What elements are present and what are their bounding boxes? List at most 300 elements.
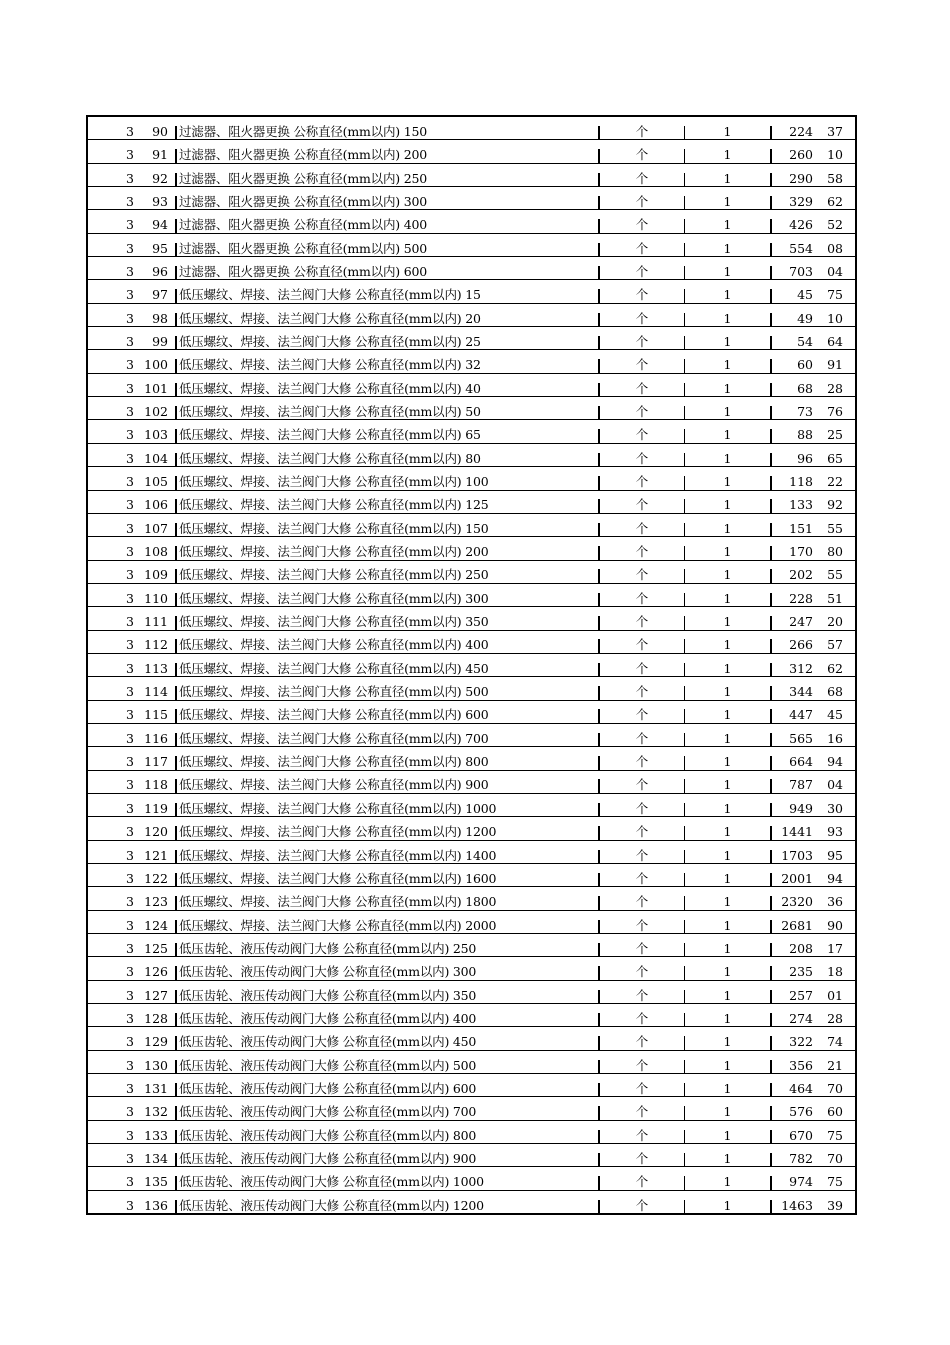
item-number: 93: [152, 193, 168, 209]
price-cell: [770, 537, 856, 560]
unit-cell: [598, 1120, 684, 1143]
quantity: 1: [684, 990, 770, 1004]
item-code-cell: [87, 1167, 175, 1190]
item-code-cell: [87, 513, 175, 536]
unit: 个: [598, 1060, 684, 1074]
item-code-cell: [87, 1120, 175, 1143]
price-decimal: 74: [827, 1034, 843, 1050]
price-decimal: 04: [827, 263, 843, 279]
price-decimal: 55: [827, 567, 843, 583]
quantity-cell: [684, 210, 770, 233]
quantity: 1: [684, 453, 770, 467]
item-code-cell: [87, 887, 175, 910]
price-integer: 88: [797, 427, 813, 443]
price-decimal: 01: [827, 987, 843, 1003]
unit-cell: [598, 864, 684, 887]
item-code-cell: [87, 583, 175, 606]
item-code-cell: [87, 140, 175, 163]
price-integer: 49: [797, 310, 813, 326]
item-name-cell: [175, 350, 598, 373]
chapter-number: 3: [126, 170, 134, 186]
item-name-cell: [175, 280, 598, 303]
item-name: 低压齿轮、液压传动阀门大修 公称直径(mm以内) 400: [175, 1013, 598, 1027]
item-number: 96: [152, 263, 168, 279]
item-name: 低压齿轮、液压传动阀门大修 公称直径(mm以内) 500: [175, 1060, 598, 1074]
quantity-cell: [684, 980, 770, 1003]
unit: 个: [598, 499, 684, 513]
table-row: [87, 630, 856, 653]
price-integer: 2001: [781, 870, 813, 886]
price-decimal: 10: [827, 147, 843, 163]
chapter-number: 3: [126, 123, 134, 139]
unit-cell: [598, 1074, 684, 1097]
price-decimal: 10: [827, 310, 843, 326]
item-name-cell: [175, 257, 598, 280]
item-number: 97: [152, 287, 168, 303]
unit-cell: [598, 887, 684, 910]
quantity: 1: [684, 733, 770, 747]
unit-cell: [598, 1097, 684, 1120]
quantity: 1: [684, 429, 770, 443]
item-code-cell: [87, 210, 175, 233]
unit: 个: [598, 406, 684, 420]
price-integer: 2681: [781, 917, 813, 933]
unit: 个: [598, 756, 684, 770]
price-integer: 576: [789, 1104, 813, 1120]
quantity-cell: [684, 1074, 770, 1097]
price-decimal: 16: [827, 730, 843, 746]
item-name-cell: [175, 583, 598, 606]
price-cell: [770, 1167, 856, 1190]
item-name: 低压齿轮、液压传动阀门大修 公称直径(mm以内) 800: [175, 1130, 598, 1144]
table-row: [87, 1097, 856, 1120]
price-decimal: 39: [827, 1197, 843, 1213]
item-name: 低压螺纹、焊接、法兰阀门大修 公称直径(mm以内) 1000: [175, 803, 598, 817]
unit: 个: [598, 173, 684, 187]
price-decimal: 75: [827, 287, 843, 303]
unit: 个: [598, 1153, 684, 1167]
item-number: 122: [144, 870, 168, 886]
unit: 个: [598, 593, 684, 607]
item-name: 过滤器、阻火器更换 公称直径(mm以内) 200: [175, 149, 598, 163]
price-cell: [770, 980, 856, 1003]
item-name: 过滤器、阻火器更换 公称直径(mm以内) 600: [175, 266, 598, 280]
chapter-number: 3: [126, 1150, 134, 1166]
quantity-cell: [684, 957, 770, 980]
item-number: 95: [152, 240, 168, 256]
quantity-cell: [684, 770, 770, 793]
unit-cell: [598, 163, 684, 186]
item-name: 低压螺纹、焊接、法兰阀门大修 公称直径(mm以内) 200: [175, 546, 598, 560]
item-number: 100: [144, 357, 168, 373]
price-decimal: 91: [827, 357, 843, 373]
item-name: 低压齿轮、液压传动阀门大修 公称直径(mm以内) 300: [175, 966, 598, 980]
quantity-cell: [684, 1120, 770, 1143]
quantity: 1: [684, 289, 770, 303]
item-code-cell: [87, 327, 175, 350]
price-cell: [770, 467, 856, 490]
item-name-cell: [175, 980, 598, 1003]
unit-cell: [598, 583, 684, 606]
item-code-cell: [87, 677, 175, 700]
price-decimal: 28: [827, 380, 843, 396]
item-name-cell: [175, 934, 598, 957]
quantity: 1: [684, 826, 770, 840]
item-name: 低压螺纹、焊接、法兰阀门大修 公称直径(mm以内) 80: [175, 453, 598, 467]
price-integer: 1703: [781, 847, 813, 863]
table-row: [87, 560, 856, 583]
price-cell: [770, 653, 856, 676]
item-code-cell: [87, 840, 175, 863]
chapter-number: 3: [126, 450, 134, 466]
price-integer: 133: [789, 497, 813, 513]
item-code-cell: [87, 233, 175, 256]
item-name: 低压螺纹、焊接、法兰阀门大修 公称直径(mm以内) 350: [175, 616, 598, 630]
unit: 个: [598, 1036, 684, 1050]
unit: 个: [598, 219, 684, 233]
quantity-cell: [684, 1050, 770, 1073]
quantity-cell: [684, 840, 770, 863]
item-name-cell: [175, 420, 598, 443]
unit: 个: [598, 196, 684, 210]
item-code-cell: [87, 910, 175, 933]
price-integer: 787: [789, 777, 813, 793]
price-cell: [770, 1027, 856, 1050]
item-number: 135: [144, 1174, 168, 1190]
unit-cell: [598, 443, 684, 466]
item-code-cell: [87, 1027, 175, 1050]
price-decimal: 70: [827, 1150, 843, 1166]
quantity-cell: [684, 1167, 770, 1190]
item-number: 134: [144, 1150, 168, 1166]
item-name: 低压螺纹、焊接、法兰阀门大修 公称直径(mm以内) 800: [175, 756, 598, 770]
chapter-number: 3: [126, 684, 134, 700]
price-cell: [770, 397, 856, 420]
table-row: [87, 187, 856, 210]
item-name: 低压齿轮、液压传动阀门大修 公称直径(mm以内) 900: [175, 1153, 598, 1167]
price-cell: [770, 327, 856, 350]
quantity-cell: [684, 677, 770, 700]
item-code-cell: [87, 1074, 175, 1097]
table-row: [87, 1074, 856, 1097]
item-number: 111: [144, 614, 168, 630]
chapter-number: 3: [126, 1034, 134, 1050]
item-name: 低压螺纹、焊接、法兰阀门大修 公称直径(mm以内) 50: [175, 406, 598, 420]
price-decimal: 64: [827, 333, 843, 349]
price-integer: 565: [789, 730, 813, 746]
table-row: [87, 677, 856, 700]
quantity-cell: [684, 537, 770, 560]
quantity: 1: [684, 1176, 770, 1190]
quantity: 1: [684, 616, 770, 630]
price-cell: [770, 607, 856, 630]
price-cell: [770, 817, 856, 840]
unit-cell: [598, 210, 684, 233]
table-row: [87, 1167, 856, 1190]
price-cell: [770, 303, 856, 326]
quantity: 1: [684, 639, 770, 653]
unit-cell: [598, 677, 684, 700]
unit-cell: [598, 350, 684, 373]
chapter-number: 3: [126, 1080, 134, 1096]
chapter-number: 3: [126, 240, 134, 256]
unit: 个: [598, 429, 684, 443]
table-body: [87, 116, 856, 1214]
item-name: 低压齿轮、液压传动阀门大修 公称直径(mm以内) 700: [175, 1106, 598, 1120]
item-name: 过滤器、阻火器更换 公称直径(mm以内) 250: [175, 173, 598, 187]
price-integer: 426: [789, 217, 813, 233]
table-row: [87, 1050, 856, 1073]
price-cell: [770, 490, 856, 513]
item-number: 112: [144, 637, 168, 653]
price-integer: 782: [789, 1150, 813, 1166]
table-row: [87, 770, 856, 793]
price-integer: 464: [789, 1080, 813, 1096]
item-name: 低压螺纹、焊接、法兰阀门大修 公称直径(mm以内) 1200: [175, 826, 598, 840]
price-integer: 54: [797, 333, 813, 349]
item-number: 107: [144, 520, 168, 536]
price-cell: [770, 140, 856, 163]
price-decimal: 92: [827, 497, 843, 513]
table-row: [87, 653, 856, 676]
table-row: [87, 467, 856, 490]
quantity-cell: [684, 280, 770, 303]
item-number: 113: [144, 660, 168, 676]
price-decimal: 25: [827, 427, 843, 443]
chapter-number: 3: [126, 474, 134, 489]
quantity: 1: [684, 966, 770, 980]
price-integer: 73: [797, 403, 813, 419]
item-number: 98: [152, 310, 168, 326]
quantity-cell: [684, 723, 770, 746]
item-name: 低压齿轮、液压传动阀门大修 公称直径(mm以内) 600: [175, 1083, 598, 1097]
chapter-number: 3: [126, 800, 134, 816]
unit-cell: [598, 910, 684, 933]
unit-cell: [598, 1167, 684, 1190]
quantity-cell: [684, 653, 770, 676]
item-number: 116: [144, 730, 168, 746]
item-name: 低压螺纹、焊接、法兰阀门大修 公称直径(mm以内) 32: [175, 359, 598, 373]
price-integer: 949: [789, 800, 813, 816]
item-number: 104: [144, 450, 168, 466]
table-row: [87, 1027, 856, 1050]
table-row: [87, 583, 856, 606]
unit: 个: [598, 920, 684, 934]
chapter-number: 3: [126, 777, 134, 793]
item-name-cell: [175, 1004, 598, 1027]
item-name: 低压螺纹、焊接、法兰阀门大修 公称直径(mm以内) 700: [175, 733, 598, 747]
chapter-number: 3: [126, 824, 134, 840]
table-row: [87, 537, 856, 560]
quantity: 1: [684, 336, 770, 350]
price-integer: 974: [789, 1174, 813, 1190]
chapter-number: 3: [126, 964, 134, 980]
unit: 个: [598, 709, 684, 723]
table-row: [87, 420, 856, 443]
item-name: 低压螺纹、焊接、法兰阀门大修 公称直径(mm以内) 1400: [175, 850, 598, 864]
item-name: 低压螺纹、焊接、法兰阀门大修 公称直径(mm以内) 20: [175, 313, 598, 327]
price-decimal: 51: [827, 590, 843, 606]
price-integer: 257: [789, 987, 813, 1003]
quantity: 1: [684, 593, 770, 607]
quantity-cell: [684, 1144, 770, 1167]
quantity: 1: [684, 313, 770, 327]
quantity: 1: [684, 779, 770, 793]
quantity: 1: [684, 943, 770, 957]
unit: 个: [598, 779, 684, 793]
price-decimal: 17: [827, 940, 843, 956]
unit: 个: [598, 149, 684, 163]
item-code-cell: [87, 980, 175, 1003]
price-integer: 96: [797, 450, 813, 466]
price-cell: [770, 583, 856, 606]
price-integer: 151: [789, 520, 813, 536]
quantity: 1: [684, 266, 770, 280]
item-number: 105: [144, 474, 168, 489]
price-cell: [770, 1050, 856, 1073]
price-decimal: 68: [827, 684, 843, 700]
price-cell: [770, 864, 856, 887]
unit-cell: [598, 257, 684, 280]
table-row: [87, 163, 856, 186]
price-decimal: 94: [827, 754, 843, 770]
chapter-number: 3: [126, 544, 134, 560]
item-name-cell: [175, 467, 598, 490]
chapter-number: 3: [126, 193, 134, 209]
unit: 个: [598, 546, 684, 560]
item-code-cell: [87, 630, 175, 653]
unit: 个: [598, 523, 684, 537]
price-cell: [770, 1190, 856, 1214]
item-code-cell: [87, 257, 175, 280]
quantity: 1: [684, 546, 770, 560]
chapter-number: 3: [126, 263, 134, 279]
unit-cell: [598, 840, 684, 863]
item-number: 91: [152, 147, 168, 163]
chapter-number: 3: [126, 380, 134, 396]
price-cell: [770, 700, 856, 723]
price-cell: [770, 210, 856, 233]
unit-cell: [598, 793, 684, 816]
price-integer: 68: [797, 380, 813, 396]
price-decimal: 75: [827, 1127, 843, 1143]
quantity: 1: [684, 1013, 770, 1027]
unit: 个: [598, 686, 684, 700]
table-row: [87, 443, 856, 466]
price-cell: [770, 840, 856, 863]
table-row: [87, 490, 856, 513]
price-integer: 170: [789, 544, 813, 560]
price-decimal: 36: [827, 894, 843, 910]
chapter-number: 3: [126, 567, 134, 583]
unit-cell: [598, 233, 684, 256]
quantity: 1: [684, 196, 770, 210]
item-name: 低压齿轮、液压传动阀门大修 公称直径(mm以内) 350: [175, 990, 598, 1004]
item-name-cell: [175, 1120, 598, 1143]
item-number: 108: [144, 544, 168, 560]
quantity: 1: [684, 383, 770, 397]
unit-cell: [598, 957, 684, 980]
price-integer: 202: [789, 567, 813, 583]
quantity-cell: [684, 443, 770, 466]
chapter-number: 3: [126, 310, 134, 326]
unit: 个: [598, 313, 684, 327]
unit: 个: [598, 359, 684, 373]
item-code-cell: [87, 560, 175, 583]
table-row: [87, 280, 856, 303]
unit: 个: [598, 943, 684, 957]
chapter-number: 3: [126, 754, 134, 770]
chapter-number: 3: [126, 987, 134, 1003]
unit: 个: [598, 616, 684, 630]
item-name-cell: [175, 373, 598, 396]
item-code-cell: [87, 303, 175, 326]
price-cell: [770, 1120, 856, 1143]
quantity-cell: [684, 303, 770, 326]
quantity-cell: [684, 793, 770, 816]
quantity: 1: [684, 1130, 770, 1144]
quantity-cell: [684, 257, 770, 280]
unit: 个: [598, 1083, 684, 1097]
unit: 个: [598, 266, 684, 280]
item-name: 低压螺纹、焊接、法兰阀门大修 公称直径(mm以内) 1600: [175, 873, 598, 887]
item-name-cell: [175, 233, 598, 256]
unit: 个: [598, 1176, 684, 1190]
quantity: 1: [684, 1060, 770, 1074]
item-code-cell: [87, 817, 175, 840]
price-integer: 2320: [781, 894, 813, 910]
price-decimal: 60: [827, 1104, 843, 1120]
item-name: 低压螺纹、焊接、法兰阀门大修 公称直径(mm以内) 450: [175, 663, 598, 677]
quantity: 1: [684, 1106, 770, 1120]
item-number: 101: [144, 380, 168, 396]
item-name: 低压螺纹、焊接、法兰阀门大修 公称直径(mm以内) 250: [175, 569, 598, 583]
quantity-cell: [684, 467, 770, 490]
item-name-cell: [175, 793, 598, 816]
price-decimal: 65: [827, 450, 843, 466]
table-row: [87, 723, 856, 746]
item-name-cell: [175, 1167, 598, 1190]
price-cell: [770, 1074, 856, 1097]
item-name: 低压螺纹、焊接、法兰阀门大修 公称直径(mm以内) 900: [175, 779, 598, 793]
unit-cell: [598, 560, 684, 583]
table-row: [87, 1004, 856, 1027]
price-decimal: 55: [827, 520, 843, 536]
price-decimal: 75: [827, 1174, 843, 1190]
quantity-cell: [684, 910, 770, 933]
unit: 个: [598, 1130, 684, 1144]
item-name-cell: [175, 490, 598, 513]
item-name-cell: [175, 630, 598, 653]
item-name-cell: [175, 817, 598, 840]
item-name-cell: [175, 723, 598, 746]
item-name-cell: [175, 443, 598, 466]
chapter-number: 3: [126, 1127, 134, 1143]
item-code-cell: [87, 537, 175, 560]
table-row: [87, 140, 856, 163]
quantity-cell: [684, 560, 770, 583]
price-integer: 290: [789, 170, 813, 186]
quantity: 1: [684, 803, 770, 817]
item-name: 低压螺纹、焊接、法兰阀门大修 公称直径(mm以内) 600: [175, 709, 598, 723]
item-code-cell: [87, 957, 175, 980]
unit-cell: [598, 747, 684, 770]
unit-cell: [598, 1050, 684, 1073]
item-name: 过滤器、阻火器更换 公称直径(mm以内) 300: [175, 196, 598, 210]
quantity: 1: [684, 896, 770, 910]
item-number: 119: [144, 800, 168, 816]
chapter-number: 3: [126, 333, 134, 349]
